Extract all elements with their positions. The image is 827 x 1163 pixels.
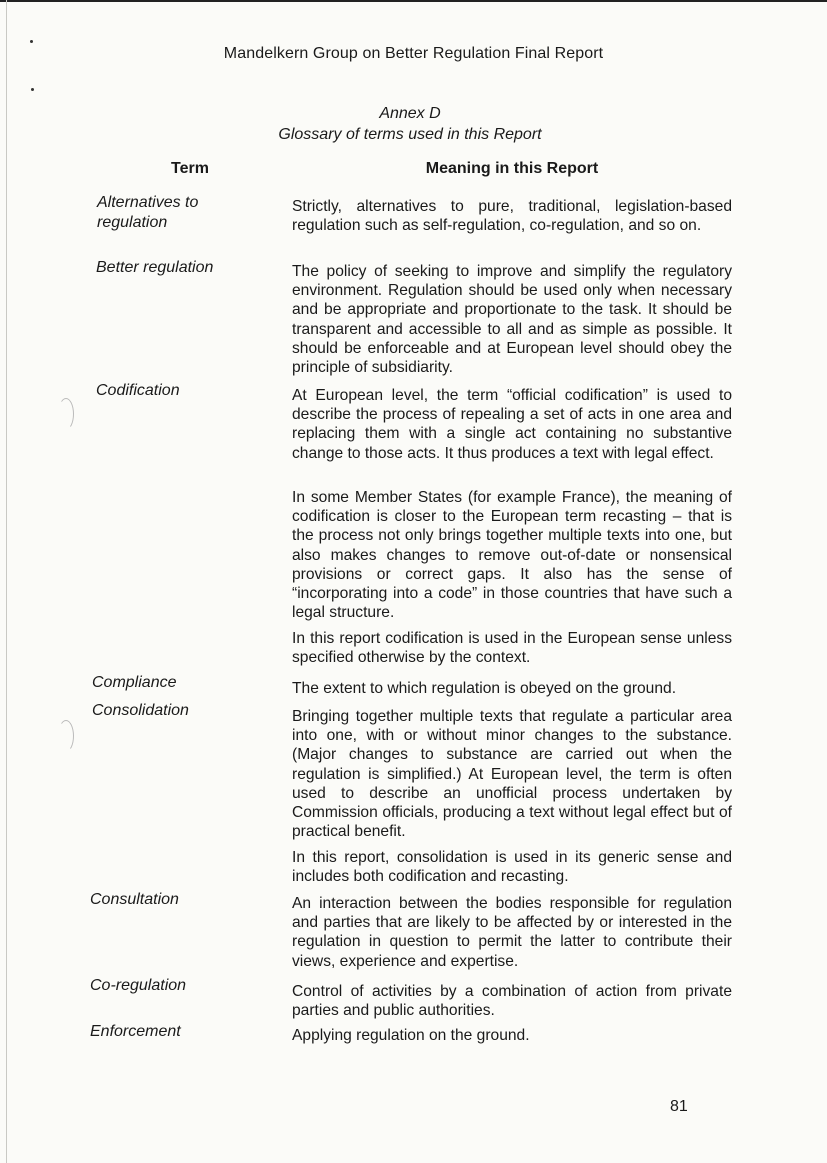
page-top-edge — [0, 0, 827, 2]
annex-heading — [240, 103, 580, 145]
punch-hole-mark — [58, 720, 74, 752]
page-number: 81 — [670, 1098, 688, 1115]
glossary-term: Co-regulation — [90, 977, 187, 994]
glossary-definition-paragraph: In this report codification is used in the European sense unless specified otherwise by the context. — [292, 630, 732, 667]
glossary-definition-paragraph: In this report, consolidation is used in its generic sense and includes both codification and recasting. — [292, 849, 732, 886]
annex-subtitle: Glossary of terms used in this Report — [278, 126, 542, 143]
glossary-definition: Control of activities by a combination of action from private parties and public authorities. — [292, 983, 732, 1020]
page-left-edge — [6, 0, 7, 1163]
glossary-definition: Bringing together multiple texts that regulate a particular area into one, with or without minor changes to the substance. (Major changes to substance are carried out when the regulation is simplified.) At European level, the term is often used to describe an unofficial process undertaken by Commission officials, producing a text without legal effect but of practical benefit. — [292, 708, 732, 841]
annex-label: Annex D — [379, 105, 441, 122]
glossary-term: Consultation — [90, 891, 179, 908]
glossary-term: Better regulation — [96, 259, 214, 276]
glossary-term: Compliance — [92, 674, 177, 691]
glossary-definition: Strictly, alternatives to pure, traditional, legislation-based regulation such as self-regulation, co-regulation, and so on. — [292, 198, 732, 235]
punch-hole-mark — [58, 398, 74, 430]
glossary-definition: Applying regulation on the ground. — [292, 1027, 530, 1044]
running-header: Mandelkern Group on Better Regulation Final Report — [223, 45, 604, 62]
glossary-definition: An interaction between the bodies responsible for regulation and parties that are likely to be affected by or interested in the regulation in question to permit the latter to contribute their views, experience and expertise. — [292, 895, 732, 970]
glossary-definition: The extent to which regulation is obeyed on the ground. — [292, 680, 677, 697]
glossary-term: Consolidation — [92, 702, 189, 719]
glossary-term: Enforcement — [90, 1023, 181, 1040]
glossary-term: Alternatives to regulation — [97, 194, 199, 231]
margin-speck — [30, 40, 33, 43]
glossary-definition: The policy of seeking to improve and simplify the regulatory environment. Regulation should be used only when necessary and be appropriate and proportionate to the task. It should be transparent and accessible to all and as simple as possible. It should be enforceable and at European level should obey the principle of subsidiarity. — [292, 263, 732, 377]
glossary-term: Codification — [96, 382, 180, 399]
glossary-definition-paragraph: In some Member States (for example France), the meaning of codification is closer to the European term recasting – that is the process not only brings together multiple texts into one, but also makes changes to remove out-of-date or nonsensical provisions or correct gaps. It also has the sense of “incorporating into a code” in those countries that have such a legal structure. — [292, 489, 732, 622]
term-column-header: Term — [171, 160, 209, 177]
glossary-definition: At European level, the term “official codification” is used to describe the process of repealing a set of acts in one area and replacing them with a single act containing no substantive change to those acts. It thus produces a text with legal effect. — [292, 387, 732, 462]
meaning-column-header: Meaning in this Report — [425, 160, 599, 177]
margin-speck — [31, 88, 34, 91]
